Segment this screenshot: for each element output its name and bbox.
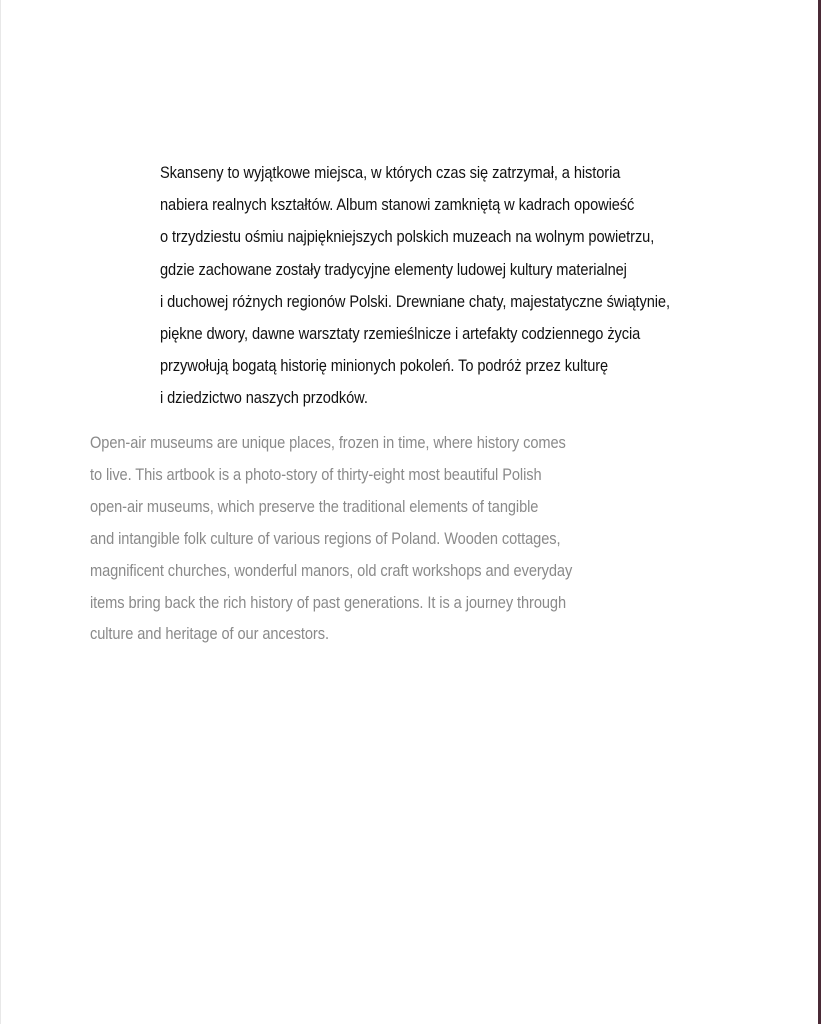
- polish-line-8: i dziedzictwo naszych przodków.: [160, 388, 368, 408]
- english-line-7: culture and heritage of our ancestors.: [90, 624, 329, 644]
- english-line-1: Open-air museums are unique places, frozen in time, where history comes: [90, 433, 566, 452]
- english-line-2: to live. This artbook is a photo-story of thirty-eight most beautiful Polish: [90, 464, 542, 484]
- page-left-border: [0, 0, 1, 1024]
- polish-line-1: Skanseny to wyjątkowe miejsca, w których czas się zatrzymał, a historia: [160, 163, 621, 182]
- english-line-6: items bring back the rich history of past generations. It is a journey through: [90, 592, 567, 612]
- polish-line-5: i duchowej różnych regionów Polski. Drewniane chaty, majestatyczne świątynie,: [160, 291, 670, 311]
- polish-line-2: nabiera realnych kształtów. Album stanowi zamkniętą w kadrach opowieść: [160, 195, 635, 215]
- english-line-3: open-air museums, which preserve the traditional elements of tangible: [90, 496, 539, 516]
- polish-line-4: gdzie zachowane zostały tradycyjne elementy ludowej kultury materialnej: [160, 259, 627, 279]
- polish-line-3: o trzydziestu ośmiu najpiękniejszych polskich muzeach na wolnym powietrzu,: [160, 227, 655, 247]
- polish-description: [160, 157, 670, 415]
- polish-line-7: przywołują bogatą historię minionych pokoleń. To podróż przez kulturę: [160, 356, 609, 376]
- english-line-4: and intangible folk culture of various regions of Poland. Wooden cottages,: [90, 528, 561, 548]
- english-line-5: magnificent churches, wonderful manors, old craft workshops and everyday: [90, 560, 573, 580]
- english-description: [90, 427, 649, 650]
- polish-line-6: piękne dwory, dawne warsztaty rzemieślnicze i artefakty codziennego życia: [160, 324, 641, 344]
